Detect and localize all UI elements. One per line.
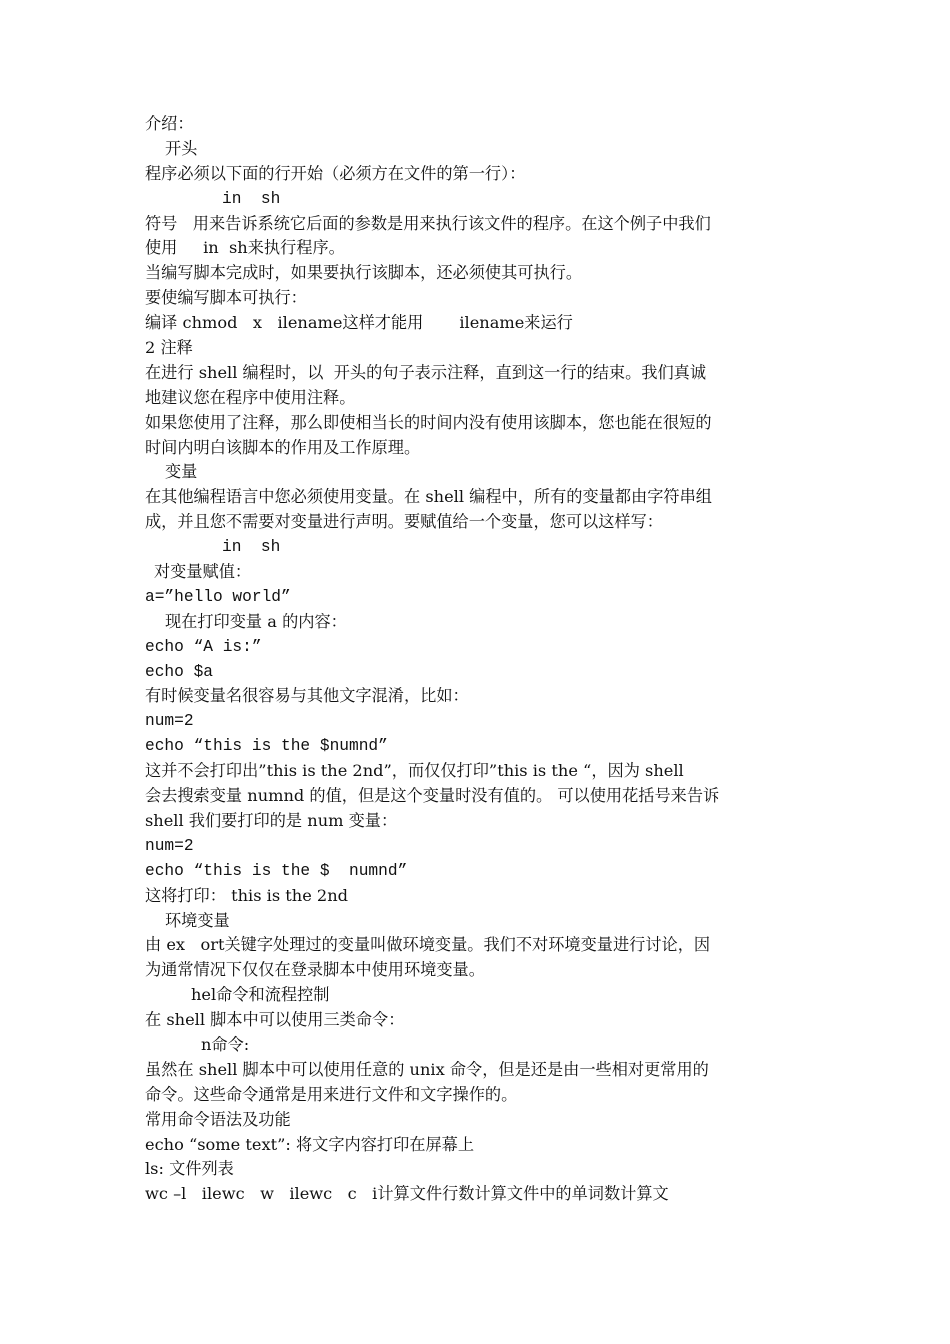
document-body	[145, 112, 813, 1207]
text-line: echo “some text”: 将文字内容打印在屏幕上	[145, 1134, 475, 1154]
text-line: echo $a	[145, 662, 213, 681]
text-line: 命令。这些命令通常是用来进行文件和文字操作的。	[145, 1084, 518, 1104]
text-line: num=2	[145, 836, 194, 855]
text-line: 环境变量	[165, 910, 230, 930]
text-line: echo “this is the $numnd”	[145, 737, 388, 756]
text-line: echo “this is the $ numnd”	[145, 861, 408, 880]
text-line: 如果您使用了注释，那么即使相当长的时间内没有使用该脚本，您也能在很短的	[145, 412, 712, 432]
text-line: ls: 文件列表	[145, 1159, 234, 1179]
text-line: 在 shell 脚本中可以使用三类命令：	[145, 1010, 405, 1030]
text-line: 在其他编程语言中您必须使用变量。在 shell 编程中，所有的变量都由字符串组	[145, 487, 712, 507]
text-line: hel命令和流程控制	[191, 985, 330, 1005]
text-line: 会去搜索变量 numnd 的值，但是这个变量时没有值的。 可以使用花括号来告诉	[145, 786, 720, 806]
text-line: shell 我们要打印的是 num 变量：	[145, 810, 398, 830]
text-line: 成，并且您不需要对变量进行声明。要赋值给一个变量，您可以这样写：	[145, 512, 663, 532]
text-line: 在进行 shell 编程时，以 开头的句子表示注释，直到这一行的结束。我们真诚	[145, 362, 707, 382]
text-line: 使用 in sh来执行程序。	[145, 238, 345, 258]
text-line: wc –l ilewc w ilewc c i计算文件行数计算文件中的单词数计算文	[145, 1184, 669, 1204]
text-line: 变量	[165, 462, 198, 482]
text-line: 2 注释	[145, 338, 193, 358]
text-line: 虽然在 shell 脚本中可以使用任意的 unix 命令，但是还是由一些相对更常用的	[145, 1059, 709, 1079]
text-line: 对变量赋值：	[154, 562, 252, 582]
text-line: 由 ex ort关键字处理过的变量叫做环境变量。我们不对环境变量进行讨论，因	[145, 935, 711, 955]
text-line: 时间内明白该脚本的作用及工作原理。	[145, 437, 421, 457]
text-line: 有时候变量名很容易与其他文字混淆，比如：	[145, 686, 469, 706]
text-line: a=”hello world”	[145, 587, 291, 606]
text-line: 编译 chmod x ilename这样才能用 ilename来运行	[145, 313, 573, 333]
text-line: in sh	[222, 538, 281, 557]
text-line: 为通常情况下仅仅在登录脚本中使用环境变量。	[145, 960, 485, 980]
text-line: echo “A is:”	[145, 637, 262, 656]
text-line: 开头	[165, 138, 198, 158]
text-line: 这并不会打印出”this is the 2nd”，而仅仅打印”this is the “，因为 shell	[145, 761, 684, 781]
text-line: 这将打印： this is the 2nd	[145, 885, 349, 905]
text-line: 要使编写脚本可执行：	[145, 288, 307, 308]
text-line: 地建议您在程序中使用注释。	[145, 387, 356, 407]
text-line: 当编写脚本完成时，如果要执行该脚本，还必须使其可执行。	[145, 263, 583, 283]
text-line: 介绍：	[145, 114, 194, 133]
text-line: 符号 用来告诉系统它后面的参数是用来执行该文件的程序。在这个例子中我们	[145, 213, 711, 233]
text-line: n命令:	[201, 1034, 250, 1054]
text-line: 程序必须以下面的行开始（必须方在文件的第一行）：	[145, 163, 526, 183]
text-line: 现在打印变量 a 的内容：	[165, 611, 347, 631]
text-line: in sh	[222, 189, 281, 208]
text-line: 常用命令语法及功能	[145, 1109, 291, 1129]
text-line: num=2	[145, 712, 194, 731]
